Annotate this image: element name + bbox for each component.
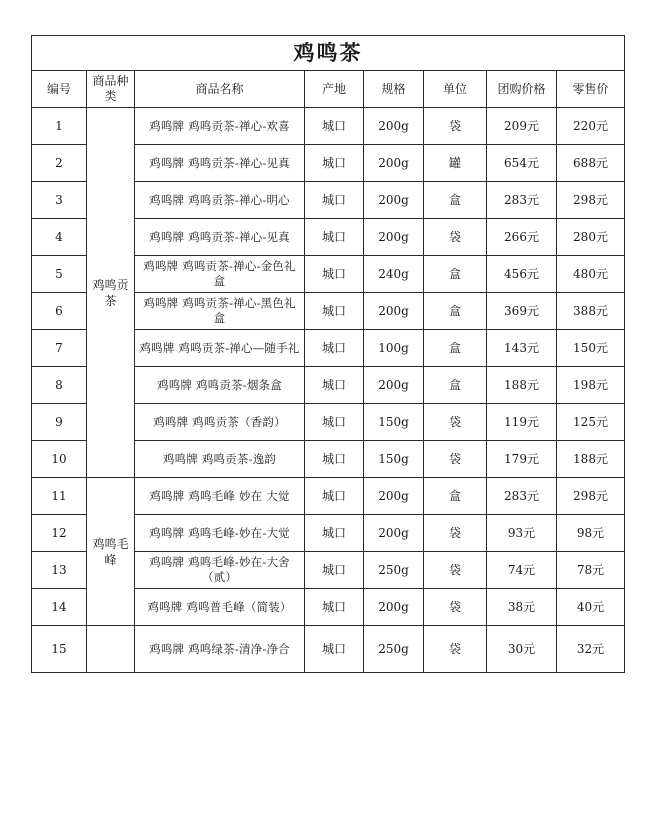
cell-unit: 盒 [424, 330, 487, 367]
cell-spec: 200g [364, 589, 424, 626]
cell-origin: 城口 [305, 404, 364, 441]
cell-name: 鸡鸣牌 鸡鸣贡茶-禅心—随手礼 [135, 330, 305, 367]
cell-unit: 袋 [424, 515, 487, 552]
cell-no: 13 [32, 552, 87, 589]
category-cell: 鸡鸣毛峰 [87, 478, 135, 626]
cell-name: 鸡鸣牌 鸡鸣贡茶-逸韵 [135, 441, 305, 478]
cell-group-price: 369元 [487, 293, 557, 330]
cell-unit: 盒 [424, 182, 487, 219]
cell-unit: 盒 [424, 256, 487, 293]
cell-spec: 240g [364, 256, 424, 293]
header-group-price: 团购价格 [487, 71, 557, 108]
cell-origin: 城口 [305, 589, 364, 626]
cell-origin: 城口 [305, 108, 364, 145]
cell-spec: 200g [364, 515, 424, 552]
cell-unit: 袋 [424, 589, 487, 626]
cell-unit: 盒 [424, 478, 487, 515]
header-origin: 产地 [305, 71, 364, 108]
cell-spec: 250g [364, 552, 424, 589]
table-row [32, 108, 625, 145]
table-row [32, 626, 625, 673]
cell-unit: 袋 [424, 404, 487, 441]
cell-spec: 100g [364, 330, 424, 367]
header-name: 商品名称 [135, 71, 305, 108]
cell-group-price: 179元 [487, 441, 557, 478]
cell-retail-price: 150元 [557, 330, 625, 367]
cell-unit: 罐 [424, 145, 487, 182]
cell-name: 鸡鸣牌 鸡鸣贡茶-禅心-见真 [135, 219, 305, 256]
cell-no: 10 [32, 441, 87, 478]
cell-group-price: 119元 [487, 404, 557, 441]
cell-unit: 袋 [424, 626, 487, 673]
cell-no: 5 [32, 256, 87, 293]
cell-spec: 200g [364, 219, 424, 256]
cell-retail-price: 125元 [557, 404, 625, 441]
cell-name: 鸡鸣牌 鸡鸣贡茶（香韵） [135, 404, 305, 441]
price-list-sheet [31, 35, 624, 673]
cell-group-price: 283元 [487, 182, 557, 219]
cell-origin: 城口 [305, 145, 364, 182]
cell-group-price: 93元 [487, 515, 557, 552]
cell-name: 鸡鸣牌 鸡鸣毛峰-妙在-大觉 [135, 515, 305, 552]
cell-unit: 袋 [424, 441, 487, 478]
cell-name: 鸡鸣牌 鸡鸣贡茶-禅心-金色礼盒 [135, 256, 305, 293]
cell-name: 鸡鸣牌 鸡鸣毛峰 妙在 大觉 [135, 478, 305, 515]
cell-group-price: 266元 [487, 219, 557, 256]
cell-retail-price: 280元 [557, 219, 625, 256]
cell-spec: 200g [364, 145, 424, 182]
cell-origin: 城口 [305, 182, 364, 219]
cell-group-price: 30元 [487, 626, 557, 673]
cell-unit: 袋 [424, 552, 487, 589]
cell-retail-price: 78元 [557, 552, 625, 589]
header-no: 编号 [32, 71, 87, 108]
cell-retail-price: 688元 [557, 145, 625, 182]
cell-origin: 城口 [305, 478, 364, 515]
cell-spec: 150g [364, 441, 424, 478]
cell-retail-price: 40元 [557, 589, 625, 626]
cell-origin: 城口 [305, 441, 364, 478]
cell-retail-price: 32元 [557, 626, 625, 673]
cell-unit: 盒 [424, 367, 487, 404]
cell-retail-price: 388元 [557, 293, 625, 330]
cell-origin: 城口 [305, 330, 364, 367]
cell-group-price: 654元 [487, 145, 557, 182]
cell-no: 11 [32, 478, 87, 515]
cell-no: 9 [32, 404, 87, 441]
cell-retail-price: 198元 [557, 367, 625, 404]
cell-no: 1 [32, 108, 87, 145]
cell-no: 6 [32, 293, 87, 330]
category-cell [87, 626, 135, 673]
cell-group-price: 74元 [487, 552, 557, 589]
cell-retail-price: 298元 [557, 182, 625, 219]
cell-unit: 袋 [424, 219, 487, 256]
cell-group-price: 38元 [487, 589, 557, 626]
cell-origin: 城口 [305, 367, 364, 404]
cell-origin: 城口 [305, 256, 364, 293]
header-category: 商品种类 [87, 71, 135, 108]
cell-group-price: 143元 [487, 330, 557, 367]
table-row [32, 478, 625, 515]
cell-no: 15 [32, 626, 87, 673]
cell-no: 8 [32, 367, 87, 404]
cell-spec: 200g [364, 367, 424, 404]
cell-origin: 城口 [305, 626, 364, 673]
header-spec: 规格 [364, 71, 424, 108]
cell-name: 鸡鸣牌 鸡鸣贡茶-禅心-明心 [135, 182, 305, 219]
cell-group-price: 209元 [487, 108, 557, 145]
cell-name: 鸡鸣牌 鸡鸣贡茶-禅心-欢喜 [135, 108, 305, 145]
cell-group-price: 283元 [487, 478, 557, 515]
cell-spec: 200g [364, 293, 424, 330]
cell-retail-price: 220元 [557, 108, 625, 145]
cell-name: 鸡鸣牌 鸡鸣贡茶-禅心-见真 [135, 145, 305, 182]
cell-spec: 200g [364, 182, 424, 219]
cell-origin: 城口 [305, 219, 364, 256]
cell-spec: 150g [364, 404, 424, 441]
cell-group-price: 188元 [487, 367, 557, 404]
cell-name: 鸡鸣牌 鸡鸣绿茶-清净-净合 [135, 626, 305, 673]
cell-no: 4 [32, 219, 87, 256]
cell-no: 3 [32, 182, 87, 219]
cell-origin: 城口 [305, 552, 364, 589]
header-unit: 单位 [424, 71, 487, 108]
cell-no: 14 [32, 589, 87, 626]
cell-no: 2 [32, 145, 87, 182]
cell-retail-price: 480元 [557, 256, 625, 293]
cell-name: 鸡鸣牌 鸡鸣毛峰-妙在-大舍（贰） [135, 552, 305, 589]
cell-origin: 城口 [305, 515, 364, 552]
table-body [32, 108, 625, 673]
page-title: 鸡鸣茶 [32, 36, 625, 71]
cell-spec: 250g [364, 626, 424, 673]
header-retail-price: 零售价 [557, 71, 625, 108]
cell-no: 7 [32, 330, 87, 367]
cell-retail-price: 98元 [557, 515, 625, 552]
cell-spec: 200g [364, 108, 424, 145]
cell-origin: 城口 [305, 293, 364, 330]
cell-name: 鸡鸣牌 鸡鸣贡茶-禅心-黑色礼盒 [135, 293, 305, 330]
cell-no: 12 [32, 515, 87, 552]
price-table [31, 35, 625, 673]
cell-group-price: 456元 [487, 256, 557, 293]
cell-spec: 200g [364, 478, 424, 515]
cell-retail-price: 298元 [557, 478, 625, 515]
cell-name: 鸡鸣牌 鸡鸣贡茶-烟条盒 [135, 367, 305, 404]
category-cell: 鸡鸣贡茶 [87, 108, 135, 478]
cell-retail-price: 188元 [557, 441, 625, 478]
cell-name: 鸡鸣牌 鸡鸣普毛峰（简装） [135, 589, 305, 626]
cell-unit: 盒 [424, 293, 487, 330]
header-row [32, 71, 625, 108]
cell-unit: 袋 [424, 108, 487, 145]
